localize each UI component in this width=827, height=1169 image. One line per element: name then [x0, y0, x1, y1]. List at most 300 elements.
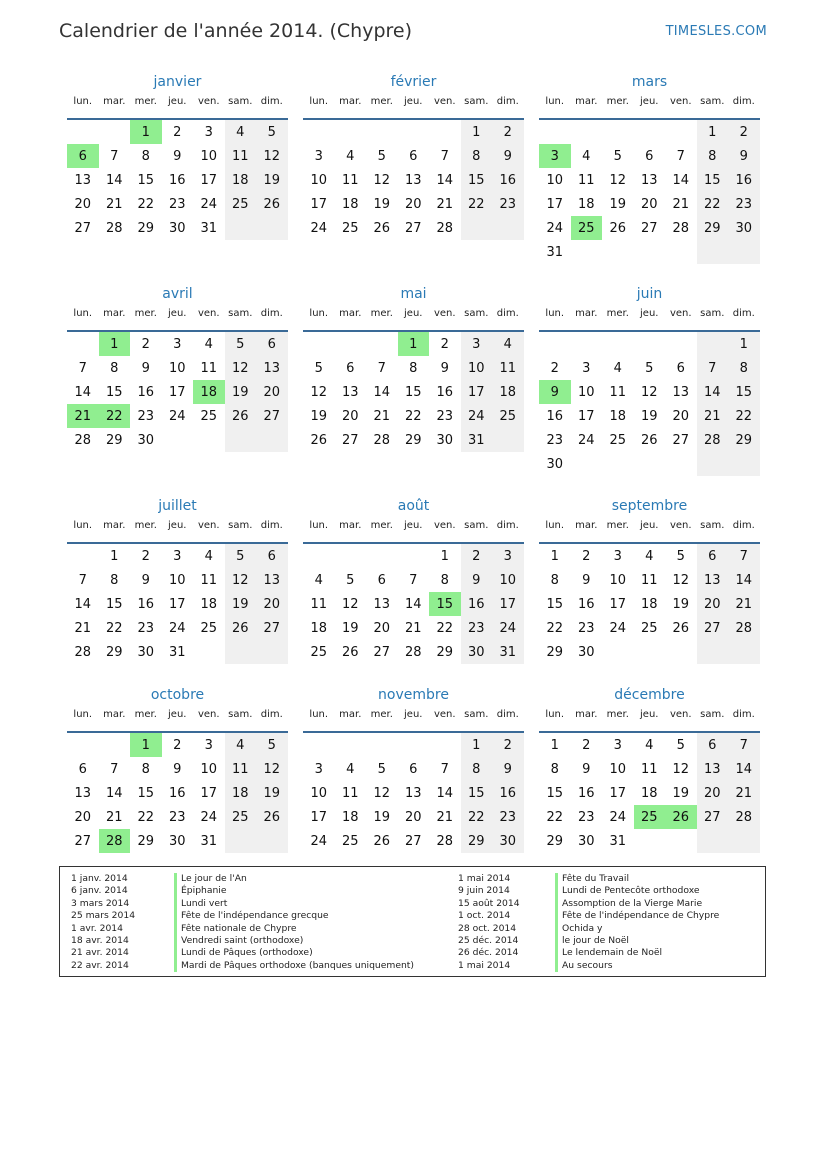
day-cell: 16: [168, 785, 186, 801]
day-cell: 30: [436, 432, 454, 448]
weekday-header: [303, 96, 524, 110]
weekday-label: ven.: [433, 308, 456, 319]
day-cell: 21: [436, 809, 454, 825]
day-cell: 10: [168, 360, 186, 376]
empty-day-cell: [429, 120, 461, 144]
day-cell: 8: [440, 572, 449, 588]
legend-holiday-name: Lundi de Pentecôte orthodoxe: [562, 885, 700, 897]
day-cell: 16: [492, 781, 524, 805]
day-cell: 17: [310, 809, 328, 825]
day-cell: 2: [728, 120, 760, 144]
day-cell: 27: [404, 220, 422, 236]
day-cell: 9: [492, 144, 524, 168]
day-cell: 13: [341, 384, 359, 400]
holiday-day-cell: 1: [99, 332, 131, 356]
weekday-label: ven.: [197, 709, 220, 720]
day-cell: 19: [225, 380, 257, 404]
day-cell: 21: [728, 781, 760, 805]
day-cell: 5: [225, 544, 257, 568]
day-cell: 6: [676, 360, 685, 376]
day-cell: 26: [310, 432, 328, 448]
day-cell: 14: [74, 384, 92, 400]
day-cell: 10: [492, 568, 524, 592]
weekday-label: jeu.: [640, 308, 659, 319]
day-cell: 9: [173, 761, 182, 777]
weekday-label: dim.: [260, 96, 283, 107]
legend-date: 1 mai 2014: [458, 959, 511, 971]
weekday-label: dim.: [732, 520, 755, 531]
weekday-label: sam.: [700, 96, 725, 107]
day-cell: 5: [377, 148, 386, 164]
legend-left-names: [181, 873, 414, 972]
day-cell: 9: [492, 757, 524, 781]
legend-holiday-name: Lundi vert: [181, 897, 228, 909]
day-cell: 22: [461, 805, 493, 829]
day-grid: [539, 332, 760, 476]
empty-day-cell: [366, 120, 398, 144]
empty-day-cell: [193, 428, 225, 452]
day-cell: 10: [200, 761, 218, 777]
day-cell: 26: [225, 616, 257, 640]
empty-day-cell: [602, 332, 634, 356]
legend-date: 1 avr. 2014: [71, 922, 123, 934]
day-cell: 18: [492, 380, 524, 404]
day-cell: 28: [697, 428, 729, 452]
legend-holiday-name: Mardi de Pâques orthodoxe (banques uniquement): [181, 959, 414, 971]
weekday-label: lun.: [545, 96, 565, 107]
day-cell: 8: [409, 360, 418, 376]
day-cell: 29: [137, 833, 155, 849]
weekday-label: lun.: [73, 308, 93, 319]
day-cell: 14: [728, 757, 760, 781]
day-cell: 19: [640, 408, 658, 424]
weekday-label: ven.: [433, 709, 456, 720]
day-cell: 17: [609, 596, 627, 612]
empty-day-cell: [256, 640, 288, 664]
weekday-label: sam.: [464, 520, 489, 531]
day-cell: 8: [461, 757, 493, 781]
day-cell: 5: [256, 733, 288, 757]
day-cell: 29: [697, 216, 729, 240]
day-cell: 16: [728, 168, 760, 192]
weekday-label: dim.: [732, 308, 755, 319]
weekday-label: mar.: [339, 96, 362, 107]
empty-day-cell: [665, 640, 697, 664]
day-cell: 5: [676, 548, 685, 564]
day-cell: 13: [74, 785, 92, 801]
day-cell: 18: [341, 196, 359, 212]
day-cell: 25: [341, 220, 359, 236]
weekday-label: dim.: [496, 96, 519, 107]
holiday-day-cell: 25: [571, 216, 603, 240]
day-cell: 10: [546, 172, 564, 188]
day-cell: 19: [609, 196, 627, 212]
weekday-label: ven.: [669, 520, 692, 531]
day-cell: 13: [640, 172, 658, 188]
day-cell: 11: [492, 356, 524, 380]
day-cell: 8: [697, 144, 729, 168]
day-cell: 2: [461, 544, 493, 568]
day-cell: 2: [582, 548, 591, 564]
weekday-label: mar.: [339, 308, 362, 319]
empty-day-cell: [665, 332, 697, 356]
day-cell: 9: [728, 144, 760, 168]
weekday-label: dim.: [732, 96, 755, 107]
day-cell: 8: [141, 761, 150, 777]
empty-day-cell: [335, 544, 367, 568]
day-cell: 17: [200, 785, 218, 801]
day-cell: 1: [728, 332, 760, 356]
day-cell: 22: [697, 192, 729, 216]
empty-day-cell: [602, 452, 634, 476]
legend-holiday-name: Épiphanie: [181, 885, 227, 897]
day-cell: 21: [105, 809, 123, 825]
empty-day-cell: [571, 332, 603, 356]
weekday-label: mer.: [606, 709, 629, 720]
day-cell: 18: [640, 596, 658, 612]
day-cell: 30: [168, 833, 186, 849]
weekday-label: lun.: [73, 709, 93, 720]
legend-date: 26 déc. 2014: [458, 947, 519, 959]
day-cell: 31: [200, 833, 218, 849]
day-cell: 26: [373, 833, 391, 849]
day-cell: 19: [341, 620, 359, 636]
day-cell: 9: [440, 360, 449, 376]
day-cell: 12: [256, 144, 288, 168]
day-cell: 31: [200, 220, 218, 236]
day-cell: 25: [609, 432, 627, 448]
day-cell: 26: [373, 220, 391, 236]
day-cell: 21: [373, 408, 391, 424]
day-cell: 22: [728, 404, 760, 428]
day-cell: 23: [137, 620, 155, 636]
empty-day-cell: [634, 829, 666, 853]
day-cell: 25: [225, 805, 257, 829]
weekday-label: jeu.: [168, 709, 187, 720]
day-cell: 25: [200, 408, 218, 424]
day-cell: 22: [546, 620, 564, 636]
day-cell: 16: [492, 168, 524, 192]
day-cell: 13: [373, 596, 391, 612]
weekday-label: sam.: [464, 96, 489, 107]
day-cell: 4: [204, 548, 213, 564]
day-cell: 11: [310, 596, 328, 612]
day-cell: 8: [110, 572, 119, 588]
empty-day-cell: [728, 829, 760, 853]
day-cell: 4: [613, 360, 622, 376]
weekday-label: mar.: [575, 96, 598, 107]
day-cell: 7: [78, 572, 87, 588]
empty-day-cell: [398, 120, 430, 144]
day-grid: [303, 544, 524, 664]
empty-day-cell: [398, 733, 430, 757]
legend-left-dates: [71, 873, 135, 972]
day-cell: 5: [645, 360, 654, 376]
holiday-day-cell: 9: [539, 380, 571, 404]
empty-day-cell: [665, 829, 697, 853]
day-cell: 23: [546, 432, 564, 448]
weekday-label: dim.: [260, 308, 283, 319]
weekday-label: dim.: [496, 520, 519, 531]
weekday-label: lun.: [73, 520, 93, 531]
legend-holiday-name: Fête de l'indépendance de Chypre: [562, 910, 720, 922]
day-cell: 13: [256, 568, 288, 592]
empty-day-cell: [67, 544, 99, 568]
day-cell: 29: [404, 432, 422, 448]
day-cell: 3: [582, 360, 591, 376]
day-cell: 19: [672, 596, 690, 612]
empty-day-cell: [602, 120, 634, 144]
day-cell: 7: [697, 356, 729, 380]
day-cell: 20: [697, 592, 729, 616]
day-cell: 7: [728, 544, 760, 568]
holiday-day-cell: 3: [539, 144, 571, 168]
weekday-label: sam.: [228, 96, 253, 107]
empty-day-cell: [492, 216, 524, 240]
weekday-label: jeu.: [404, 520, 423, 531]
day-cell: 29: [436, 644, 454, 660]
legend-date: 9 juin 2014: [458, 885, 510, 897]
weekday-label: mer.: [370, 96, 393, 107]
day-cell: 3: [314, 148, 323, 164]
day-cell: 12: [672, 761, 690, 777]
day-cell: 27: [404, 833, 422, 849]
legend-date: 15 août 2014: [458, 897, 520, 909]
day-cell: 1: [697, 120, 729, 144]
empty-day-cell: [602, 640, 634, 664]
weekday-label: jeu.: [168, 308, 187, 319]
day-cell: 11: [640, 572, 658, 588]
day-cell: 21: [105, 196, 123, 212]
legend-date: 22 avr. 2014: [71, 959, 129, 971]
empty-day-cell: [665, 240, 697, 264]
empty-day-cell: [256, 216, 288, 240]
day-grid: [67, 733, 288, 853]
empty-day-cell: [256, 428, 288, 452]
weekday-label: jeu.: [640, 520, 659, 531]
holiday-day-cell: 28: [99, 829, 131, 853]
day-cell: 27: [697, 616, 729, 640]
holiday-day-cell: 6: [67, 144, 99, 168]
legend-date: 1 oct. 2014: [458, 910, 511, 922]
empty-day-cell: [99, 733, 131, 757]
day-cell: 31: [168, 644, 186, 660]
day-cell: 17: [492, 592, 524, 616]
day-cell: 30: [577, 644, 595, 660]
day-cell: 6: [377, 572, 386, 588]
day-cell: 30: [728, 216, 760, 240]
weekday-label: sam.: [464, 308, 489, 319]
day-cell: 2: [173, 124, 182, 140]
day-cell: 22: [404, 408, 422, 424]
day-cell: 3: [613, 548, 622, 564]
day-cell: 7: [377, 360, 386, 376]
day-cell: 12: [373, 172, 391, 188]
holiday-day-cell: 1: [130, 120, 162, 144]
weekday-label: jeu.: [168, 520, 187, 531]
day-cell: 23: [492, 805, 524, 829]
day-cell: 5: [676, 737, 685, 753]
day-cell: 14: [105, 172, 123, 188]
day-cell: 9: [582, 761, 591, 777]
day-cell: 1: [550, 548, 559, 564]
day-cell: 5: [225, 332, 257, 356]
day-cell: 18: [577, 196, 595, 212]
day-cell: 29: [546, 644, 564, 660]
day-cell: 29: [105, 644, 123, 660]
weekday-header: [67, 308, 288, 322]
legend-date: 28 oct. 2014: [458, 922, 517, 934]
day-cell: 10: [310, 172, 328, 188]
day-cell: 3: [173, 548, 182, 564]
day-cell: 5: [256, 120, 288, 144]
weekday-label: dim.: [260, 520, 283, 531]
weekday-label: mar.: [103, 709, 126, 720]
day-cell: 1: [550, 737, 559, 753]
day-cell: 31: [461, 428, 493, 452]
day-cell: 29: [546, 833, 564, 849]
site-brand-link[interactable]: TIMESLES.COM: [665, 24, 767, 39]
day-cell: 27: [74, 220, 92, 236]
weekday-label: jeu.: [640, 709, 659, 720]
day-cell: 10: [168, 572, 186, 588]
weekday-label: mar.: [103, 520, 126, 531]
weekday-label: mer.: [134, 709, 157, 720]
month-11: [303, 685, 524, 853]
holiday-day-cell: 1: [398, 332, 430, 356]
day-grid: [67, 332, 288, 452]
day-cell: 1: [461, 120, 493, 144]
day-cell: 24: [609, 809, 627, 825]
legend-holiday-name: Assomption de la Vierge Marie: [562, 897, 703, 909]
legend-date: 1 mai 2014: [458, 873, 511, 884]
weekday-label: jeu.: [404, 709, 423, 720]
day-cell: 11: [200, 572, 218, 588]
weekday-label: sam.: [700, 709, 725, 720]
day-cell: 4: [645, 548, 654, 564]
month-3: [539, 72, 760, 264]
day-cell: 4: [492, 332, 524, 356]
day-cell: 27: [256, 616, 288, 640]
day-cell: 24: [609, 620, 627, 636]
legend-right-names: [562, 873, 719, 972]
day-cell: 1: [440, 548, 449, 564]
day-cell: 15: [697, 168, 729, 192]
day-cell: 20: [640, 196, 658, 212]
weekday-label: ven.: [197, 520, 220, 531]
day-grid: [303, 332, 524, 452]
empty-day-cell: [697, 829, 729, 853]
weekday-label: lun.: [309, 709, 329, 720]
empty-day-cell: [335, 120, 367, 144]
empty-day-cell: [366, 733, 398, 757]
day-cell: 6: [256, 332, 288, 356]
day-cell: 14: [728, 568, 760, 592]
empty-day-cell: [571, 452, 603, 476]
legend-holiday-name: Lundi de Pâques (orthodoxe): [181, 947, 313, 959]
day-cell: 9: [141, 572, 150, 588]
day-cell: 18: [640, 785, 658, 801]
day-cell: 3: [314, 761, 323, 777]
day-cell: 28: [728, 805, 760, 829]
empty-day-cell: [602, 240, 634, 264]
day-grid: [303, 733, 524, 853]
weekday-label: ven.: [669, 308, 692, 319]
day-cell: 22: [105, 620, 123, 636]
day-cell: 13: [74, 172, 92, 188]
empty-day-cell: [634, 240, 666, 264]
empty-day-cell: [225, 428, 257, 452]
day-cell: 21: [436, 196, 454, 212]
empty-day-cell: [225, 829, 257, 853]
weekday-label: ven.: [197, 96, 220, 107]
day-cell: 15: [461, 781, 493, 805]
day-cell: 20: [672, 408, 690, 424]
month-9: [539, 496, 760, 664]
empty-day-cell: [398, 544, 430, 568]
empty-day-cell: [429, 733, 461, 757]
day-cell: 27: [373, 644, 391, 660]
day-cell: 23: [461, 616, 493, 640]
day-cell: 7: [409, 572, 418, 588]
day-cell: 4: [204, 336, 213, 352]
day-cell: 14: [105, 785, 123, 801]
legend-date: 6 janv. 2014: [71, 885, 128, 897]
weekday-label: mer.: [606, 96, 629, 107]
day-cell: 23: [492, 192, 524, 216]
day-grid: [67, 544, 288, 664]
weekday-label: dim.: [496, 308, 519, 319]
day-cell: 23: [728, 192, 760, 216]
weekday-label: lun.: [309, 308, 329, 319]
day-cell: 3: [492, 544, 524, 568]
empty-day-cell: [366, 332, 398, 356]
day-cell: 30: [137, 432, 155, 448]
month-name: octobre: [150, 687, 205, 703]
weekday-label: ven.: [669, 709, 692, 720]
day-cell: 19: [225, 592, 257, 616]
day-cell: 19: [672, 785, 690, 801]
day-cell: 5: [377, 761, 386, 777]
day-cell: 4: [346, 761, 355, 777]
day-cell: 26: [609, 220, 627, 236]
weekday-label: ven.: [433, 96, 456, 107]
empty-day-cell: [697, 640, 729, 664]
day-cell: 1: [110, 548, 119, 564]
day-cell: 28: [74, 644, 92, 660]
empty-day-cell: [303, 120, 335, 144]
day-cell: 15: [546, 596, 564, 612]
weekday-label: mar.: [575, 308, 598, 319]
day-cell: 27: [640, 220, 658, 236]
day-cell: 18: [225, 168, 257, 192]
weekday-header: [303, 709, 524, 723]
weekday-label: sam.: [700, 520, 725, 531]
month-6: [539, 284, 760, 476]
weekday-header: [67, 520, 288, 534]
empty-day-cell: [256, 829, 288, 853]
weekday-label: mar.: [339, 520, 362, 531]
legend-holiday-name: Vendredi saint (orthodoxe): [181, 934, 304, 946]
weekday-label: sam.: [700, 308, 725, 319]
day-cell: 7: [440, 148, 449, 164]
weekday-label: mar.: [103, 96, 126, 107]
weekday-label: lun.: [545, 308, 565, 319]
day-cell: 28: [404, 644, 422, 660]
day-cell: 2: [141, 336, 150, 352]
empty-day-cell: [67, 733, 99, 757]
day-cell: 30: [492, 829, 524, 853]
